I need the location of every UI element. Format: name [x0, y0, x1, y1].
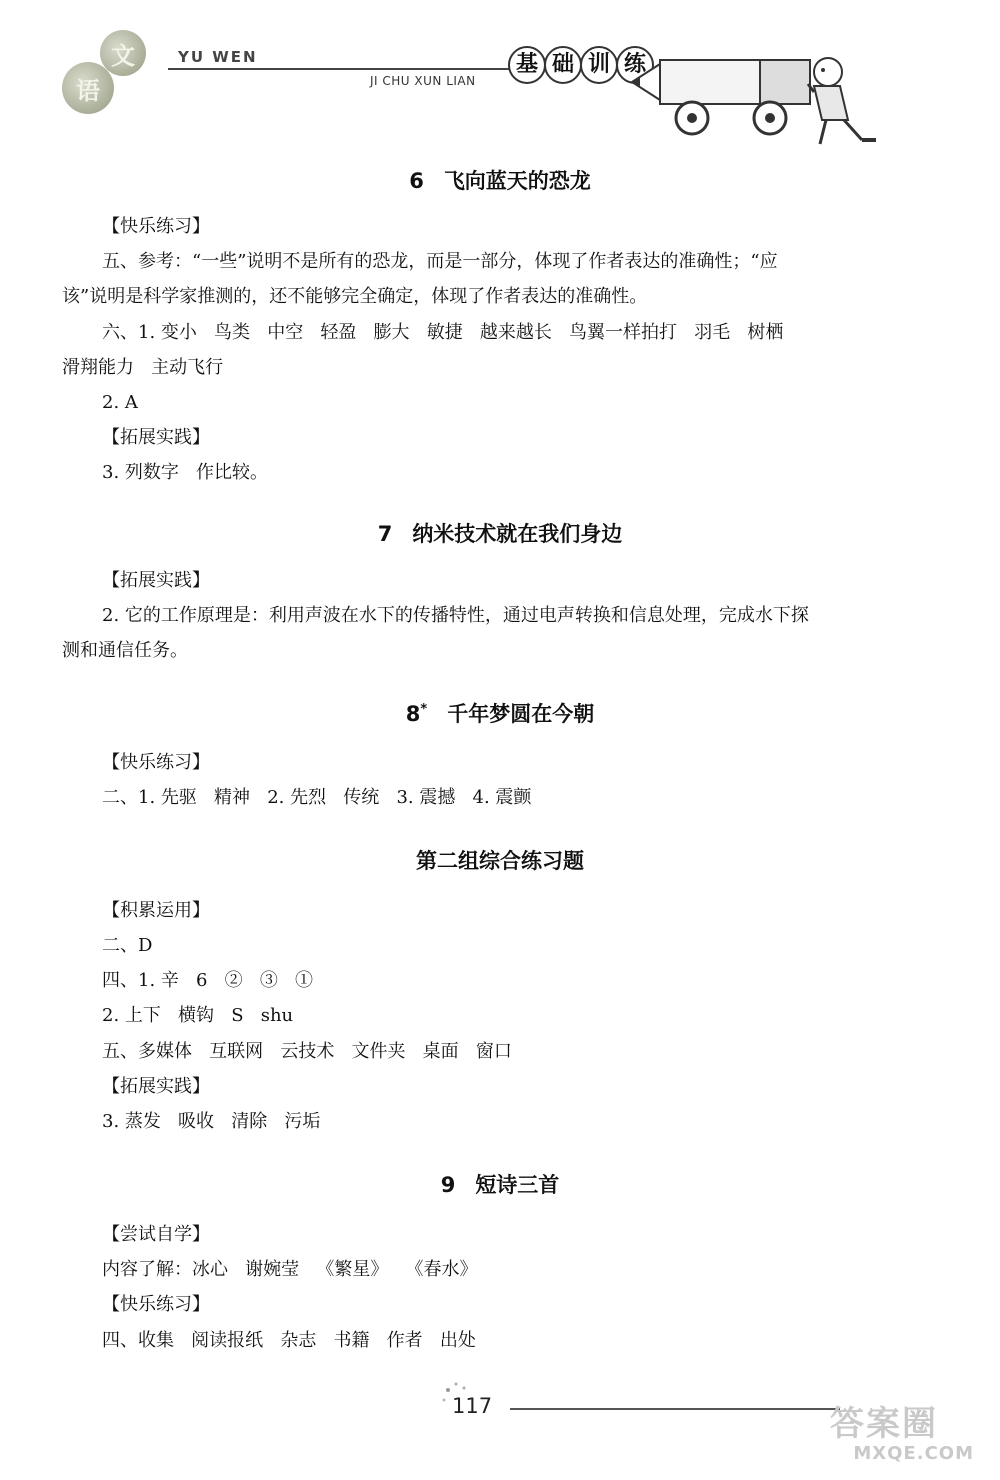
section-number: 9 — [440, 1173, 456, 1197]
text-line: 六、1. 变小 鸟类 中空 轻盈 膨大 敏捷 越来越长 鸟翼一样拍打 羽毛 树栖 — [102, 322, 784, 343]
section-title-text: 飞向蓝天的恐龙 — [443, 169, 591, 193]
text-line: 滑翔能力 主动飞行 — [62, 357, 224, 378]
subheading: 【快乐练习】 — [102, 752, 210, 773]
jichu-char: 训 — [580, 46, 618, 84]
subheading: 【拓展实践】 — [102, 427, 210, 448]
section-title-text: 千年梦圆在今朝 — [447, 702, 595, 726]
section-number: 6 — [409, 169, 424, 193]
watermark-logo — [830, 1404, 980, 1474]
text-line: 2. A — [102, 392, 138, 413]
jichu-char: 练 — [616, 46, 654, 84]
text-line: 四、1. 辛 6 ② ③ ① — [102, 970, 314, 991]
text-line: 3. 蒸发 吸收 清除 污垢 — [102, 1111, 321, 1132]
yu-badge: 语 — [62, 62, 114, 114]
optional-star: * — [420, 702, 428, 717]
text-line: 2. 上下 横钩 S shu — [102, 1005, 294, 1026]
page-number: 117 — [452, 1394, 493, 1418]
text-line: 五、参考：“一些”说明不是所有的恐龙，而是一部分，体现了作者表达的准确性；“应 — [102, 251, 778, 272]
section-title-group2 — [0, 845, 1000, 875]
jichu-pinyin: JI CHU XUN LIAN — [370, 74, 476, 88]
yu-wen-label: YU WEN — [178, 48, 258, 66]
section-title-9 — [0, 1169, 1000, 1199]
page-header — [0, 0, 1000, 150]
section-title-text: 短诗三首 — [475, 1173, 560, 1197]
text-line: 3. 列数字 作比较。 — [102, 462, 269, 483]
subheading: 【快乐练习】 — [102, 1294, 210, 1315]
text-line: 测和通信任务。 — [62, 640, 188, 661]
text-line: 五、多媒体 互联网 云技术 文件夹 桌面 窗口 — [102, 1041, 512, 1062]
text-line: 二、1. 先驱 精神 2. 先烈 传统 3. 震撼 4. 震颤 — [102, 787, 532, 808]
section-number: 7 — [377, 522, 393, 546]
text-line: 2. 它的工作原理是：利用声波在水下的传播特性，通过电声转换和信息处理，完成水下探 — [102, 605, 809, 626]
footer-rule — [510, 1408, 840, 1410]
text-line: 该”说明是科学家推测的，还不能够完全确定，体现了作者表达的准确性。 — [62, 286, 648, 307]
pencil-cart-illustration — [600, 20, 900, 150]
section-title-8 — [0, 698, 1000, 728]
subheading: 【尝试自学】 — [102, 1224, 210, 1245]
section-number-value: 8 — [405, 702, 421, 726]
section-number — [406, 702, 427, 726]
section-title-text: 第二组综合练习题 — [416, 849, 584, 873]
section-title-text: 纳米技术就在我们身边 — [412, 522, 623, 546]
text-line: 内容了解：冰心 谢婉莹 《繁星》 《春水》 — [102, 1259, 478, 1280]
jichu-char: 基 — [508, 46, 546, 84]
watermark-title: 答案圈 — [830, 1404, 938, 1444]
wen-badge: 文 — [100, 30, 146, 76]
section-title-6 — [0, 165, 1000, 195]
section-title-7 — [0, 518, 1000, 548]
subheading: 【拓展实践】 — [102, 570, 210, 591]
subheading: 【拓展实践】 — [102, 1076, 210, 1097]
jichu-char: 础 — [544, 46, 582, 84]
subheading: 【快乐练习】 — [102, 216, 210, 237]
text-line: 四、收集 阅读报纸 杂志 书籍 作者 出处 — [102, 1330, 476, 1351]
text-line: 二、D — [102, 935, 153, 956]
subheading: 【积累运用】 — [102, 900, 210, 921]
header-rule — [168, 68, 528, 70]
watermark-url: MXQE.COM — [853, 1443, 974, 1464]
